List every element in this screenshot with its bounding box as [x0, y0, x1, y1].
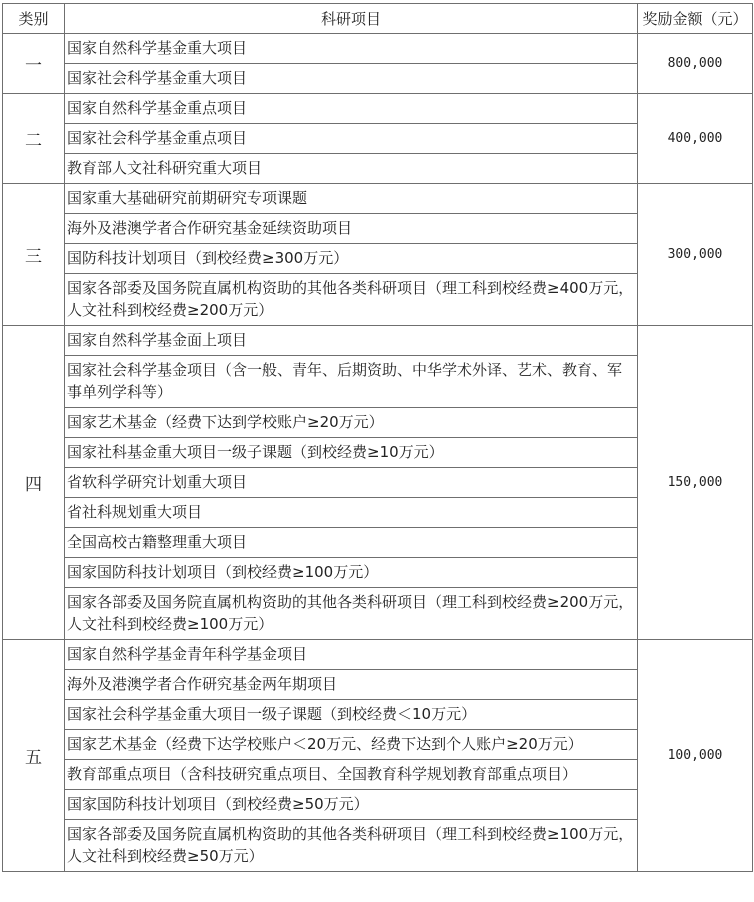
- project-cell: 国家社会科学基金重大项目一级子课题（到校经费＜10万元）: [65, 700, 638, 730]
- category-cell: 二: [3, 94, 65, 184]
- project-cell: 海外及港澳学者合作研究基金两年期项目: [65, 670, 638, 700]
- project-cell: 国家各部委及国务院直属机构资助的其他各类科研项目（理工科到校经费≥100万元，人文社科到校经费≥50万元）: [65, 820, 638, 872]
- project-cell: 国家国防科技计划项目（到校经费≥100万元）: [65, 558, 638, 588]
- amount-cell: 400,000: [638, 94, 753, 184]
- project-cell: 国家社会科学基金重大项目: [65, 64, 638, 94]
- project-cell: 国家艺术基金（经费下达到学校账户≥20万元）: [65, 408, 638, 438]
- project-cell: 国家各部委及国务院直属机构资助的其他各类科研项目（理工科到校经费≥400万元，人文社科到校经费≥200万元）: [65, 274, 638, 326]
- project-cell: 国家社科基金重大项目一级子课题（到校经费≥10万元）: [65, 438, 638, 468]
- table-row: [3, 184, 753, 214]
- header-category: 类别: [3, 4, 65, 34]
- table-row: [3, 326, 753, 356]
- project-cell: 国家社会科学基金项目（含一般、青年、后期资助、中华学术外译、艺术、教育、军事单列学科等）: [65, 356, 638, 408]
- header-project: 科研项目: [65, 4, 638, 34]
- project-cell: 全国高校古籍整理重大项目: [65, 528, 638, 558]
- category-cell: 三: [3, 184, 65, 326]
- header-amount: 奖励金额（元）: [638, 4, 753, 34]
- table-body: [3, 34, 753, 872]
- project-cell: 教育部人文社科研究重大项目: [65, 154, 638, 184]
- project-cell: 教育部重点项目（含科技研究重点项目、全国教育科学规划教育部重点项目）: [65, 760, 638, 790]
- amount-cell: 300,000: [638, 184, 753, 326]
- project-cell: 国家艺术基金（经费下达学校账户＜20万元、经费下达到个人账户≥20万元）: [65, 730, 638, 760]
- project-cell: 国家各部委及国务院直属机构资助的其他各类科研项目（理工科到校经费≥200万元，人文社科到校经费≥100万元）: [65, 588, 638, 640]
- project-cell: 国防科技计划项目（到校经费≥300万元）: [65, 244, 638, 274]
- project-cell: 国家社会科学基金重点项目: [65, 124, 638, 154]
- project-cell: 海外及港澳学者合作研究基金延续资助项目: [65, 214, 638, 244]
- table-row: [3, 34, 753, 64]
- project-cell: 省社科规划重大项目: [65, 498, 638, 528]
- project-cell: 国家国防科技计划项目（到校经费≥50万元）: [65, 790, 638, 820]
- table-row: [3, 94, 753, 124]
- header-row: [3, 4, 753, 34]
- project-cell: 国家自然科学基金重点项目: [65, 94, 638, 124]
- project-cell: 省软科学研究计划重大项目: [65, 468, 638, 498]
- table-row: [3, 640, 753, 670]
- project-cell: 国家自然科学基金青年科学基金项目: [65, 640, 638, 670]
- category-cell: 一: [3, 34, 65, 94]
- award-table: [2, 3, 753, 872]
- project-cell: 国家重大基础研究前期研究专项课题: [65, 184, 638, 214]
- project-cell: 国家自然科学基金重大项目: [65, 34, 638, 64]
- amount-cell: 800,000: [638, 34, 753, 94]
- project-cell: 国家自然科学基金面上项目: [65, 326, 638, 356]
- category-cell: 五: [3, 640, 65, 872]
- amount-cell: 150,000: [638, 326, 753, 640]
- amount-cell: 100,000: [638, 640, 753, 872]
- category-cell: 四: [3, 326, 65, 640]
